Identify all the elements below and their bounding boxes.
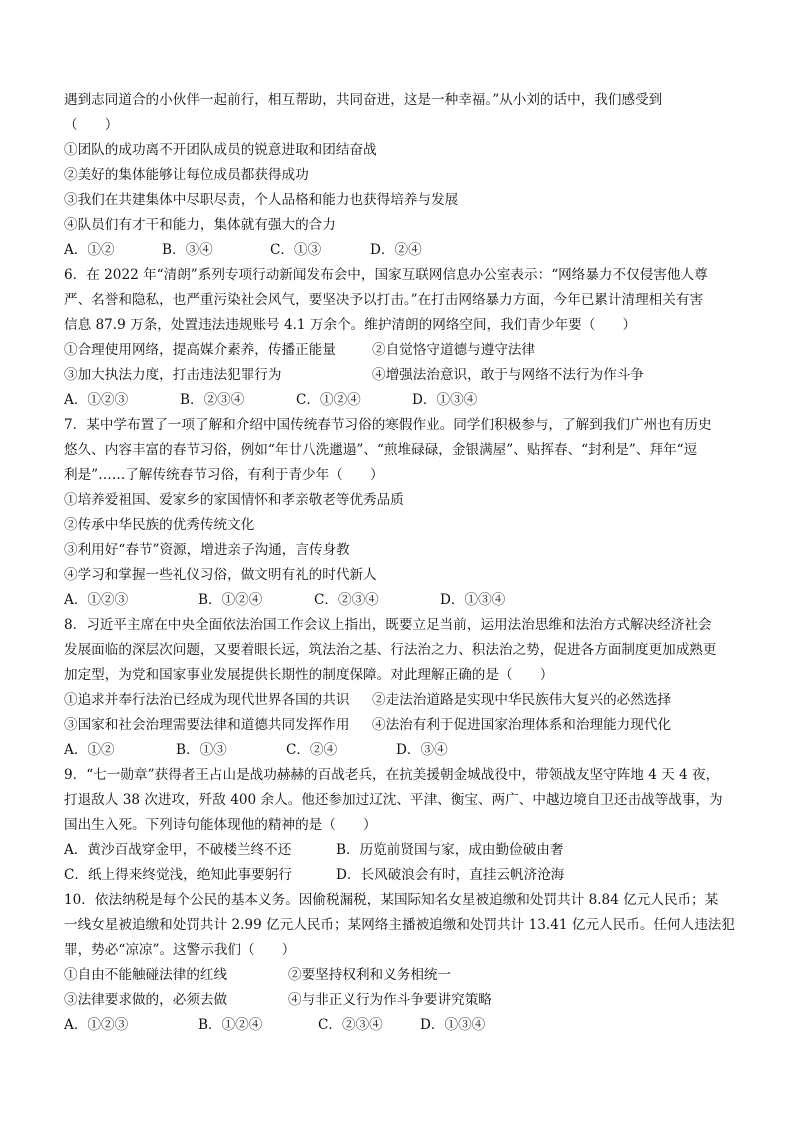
q7-option-b: B．①②④ <box>198 592 263 608</box>
q9-option-b: B．历览前贤国与家，成由勤俭破由奢 <box>336 842 564 858</box>
q5-item: ①团队的成功离不开团队成员的锐意进取和团结奋战 <box>64 142 377 158</box>
q5-item: ③我们在共建集体中尽职尽责，个人品格和能力也获得培养与发展 <box>64 192 459 208</box>
q5-option-b: B．③④ <box>162 242 213 258</box>
q8-options <box>64 738 736 763</box>
q8-stem-line: 8．习近平主席在中央全面依法治国工作会议上指出，既要立足当前，运用法治思维和法治方式解决经济社会 <box>64 617 712 633</box>
q7-stem-line: 利是”……了解传统春节习俗，有利于青少年（ ） <box>64 467 384 483</box>
q7-stem-line: 悠久、内容丰富的春节习俗，例如“年廿八洗邋遢”、“煎堆碌碌，金银满屋”、贴挥春、“封利是”、拜年“逗 <box>64 442 698 458</box>
q10-item: ④与非正义行为作斗争要讲究策略 <box>288 992 492 1008</box>
q10-items-row <box>64 963 736 988</box>
q5-stem-line: 遇到志同道合的小伙伴一起前行，相互帮助，共同奋进，这是一种幸福。”从小刘的话中，我们感受到 <box>64 92 663 108</box>
q8-item: ③国家和社会治理需要法律和道德共同发挥作用 <box>64 717 350 733</box>
q7-item: ①培养爱祖国、爱家乡的家国情怀和孝亲敬老等优秀品质 <box>64 492 404 508</box>
q6-option-c: C．①②④ <box>296 392 361 408</box>
q6-stem-line: 6．在 2022 年“清朗”系列专项行动新闻发布会中，国家互联网信息办公室表示：“网络暴力不仅侵害他人尊 <box>64 267 708 283</box>
q7-options <box>64 588 736 613</box>
q7-option-a: A．①②③ <box>64 592 129 608</box>
q5-stem-line: （ ） <box>64 117 119 133</box>
q8-option-a: A．①② <box>64 742 115 758</box>
q6-stem-line: 信息 87.9 万条，处置违法违规账号 4.1 万余个。维护清朗的网络空间，我们青少年要（ ） <box>64 317 637 333</box>
q6-item: ④增强法治意识，敢于与网络不法行为作斗争 <box>372 367 644 383</box>
q6-item: ①合理使用网络，提高媒介素养，传播正能量 <box>64 342 336 358</box>
q9-stem-line: 9．“七一勋章”获得者王占山是战功赫赫的百战老兵，在抗美援朝金城战役中，带领战友坚守阵地 4 天 4 夜， <box>64 767 720 783</box>
q8-item: ②走法治道路是实现中华民族伟大复兴的必然选择 <box>372 692 672 708</box>
q8-option-b: B．①③ <box>176 742 227 758</box>
q7-option-c: C．②③④ <box>314 592 379 608</box>
q10-option-b: B．①②④ <box>198 1017 263 1033</box>
q10-item: ①自由不能触碰法律的红线 <box>64 967 228 983</box>
q10-options <box>64 1013 736 1038</box>
q9-options-row <box>64 863 736 888</box>
q5-options <box>64 238 736 263</box>
q6-items-row <box>64 338 736 363</box>
q10-option-d: D．①③④ <box>420 1017 486 1033</box>
exam-page <box>64 88 736 1038</box>
q7-stem-line: 7．某中学布置了一项了解和介绍中国传统春节习俗的寒假作业。同学们积极参与，了解到我们广州也有历史 <box>64 417 712 433</box>
q8-items-row <box>64 713 736 738</box>
q8-items-row <box>64 688 736 713</box>
q10-item: ②要坚持权利和义务相统一 <box>288 967 452 983</box>
q5-item: ②美好的集体能够让每位成员都获得成功 <box>64 167 309 183</box>
q7-item: ②传承中华民族的优秀传统文化 <box>64 517 255 533</box>
q9-stem-line: 打退敌人 38 次进攻，歼敌 400 余人。他还参加过辽沈、平津、衡宝、两广、中越边境自卫还击战等战事，为 <box>64 792 723 808</box>
q8-option-d: D．③④ <box>396 742 448 758</box>
q6-items-row <box>64 363 736 388</box>
q10-option-c: C．②③④ <box>318 1017 383 1033</box>
q6-item: ③加大执法力度，打击违法犯罪行为 <box>64 367 282 383</box>
q10-stem-line: 罪，势必“凉凉”。这警示我们（ ） <box>64 942 296 958</box>
q6-option-b: B．②③④ <box>180 392 245 408</box>
q6-option-d: D．①③④ <box>412 392 478 408</box>
q6-option-a: A．①②③ <box>64 392 129 408</box>
q8-stem-line: 加定型，为党和国家事业发展提供长期性的制度保障。对此理解正确的是（ ） <box>64 667 554 683</box>
q5-option-a: A．①② <box>64 242 115 258</box>
q9-option-d: D．长风破浪会有时，直挂云帆济沧海 <box>336 867 565 883</box>
q8-option-c: C．②④ <box>286 742 338 758</box>
q8-item: ①追求并奉行法治已经成为现代世界各国的共识 <box>64 692 350 708</box>
q7-item: ④学习和掌握一些礼仪习俗，做文明有礼的时代新人 <box>64 567 377 583</box>
q5-item: ④队员们有才干和能力，集体就有强大的合力 <box>64 217 336 233</box>
q10-items-row <box>64 988 736 1013</box>
q8-stem-line: 发展面临的深层次问题，又要着眼长远，筑法治之基、行法治之力、积法治之势，促进各方面制度更加成熟更 <box>64 642 717 658</box>
q9-stem-line: 国出生入死。下列诗句能体现他的精神的是（ ） <box>64 817 377 833</box>
q10-stem-line: 一线女星被追缴和处罚共计 2.99 亿元人民币；某网络主播被追缴和处罚共计 13.41 亿元人民币。任何人违法犯 <box>64 917 735 933</box>
q9-option-c: C．纸上得来终觉浅，绝知此事要躬行 <box>64 867 292 883</box>
q6-stem-line: 严、名誉和隐私，也严重污染社会风气，要坚决予以打击。”在打击网络暴力方面，今年已累计清理相关有害 <box>64 292 704 308</box>
q10-option-a: A．①②③ <box>64 1017 129 1033</box>
q6-options <box>64 388 736 413</box>
q6-item: ②自觉恪守道德与遵守法律 <box>372 342 536 358</box>
q5-option-c: C．①③ <box>270 242 322 258</box>
q7-item: ③利用好“春节”资源，增进亲子沟通，言传身教 <box>64 542 350 558</box>
q7-option-d: D．①③④ <box>440 592 506 608</box>
q5-option-d: D．②④ <box>370 242 422 258</box>
q10-stem-line: 10．依法纳税是每个公民的基本义务。因偷税漏税，某国际知名女星被追缴和处罚共计 8.84 亿元人民币；某 <box>64 892 719 908</box>
q9-option-a: A．黄沙百战穿金甲，不破楼兰终不还 <box>64 842 292 858</box>
q10-item: ③法律要求做的，必须去做 <box>64 992 228 1008</box>
q8-item: ④法治有利于促进国家治理体系和治理能力现代化 <box>372 717 672 733</box>
q9-options-row <box>64 838 736 863</box>
